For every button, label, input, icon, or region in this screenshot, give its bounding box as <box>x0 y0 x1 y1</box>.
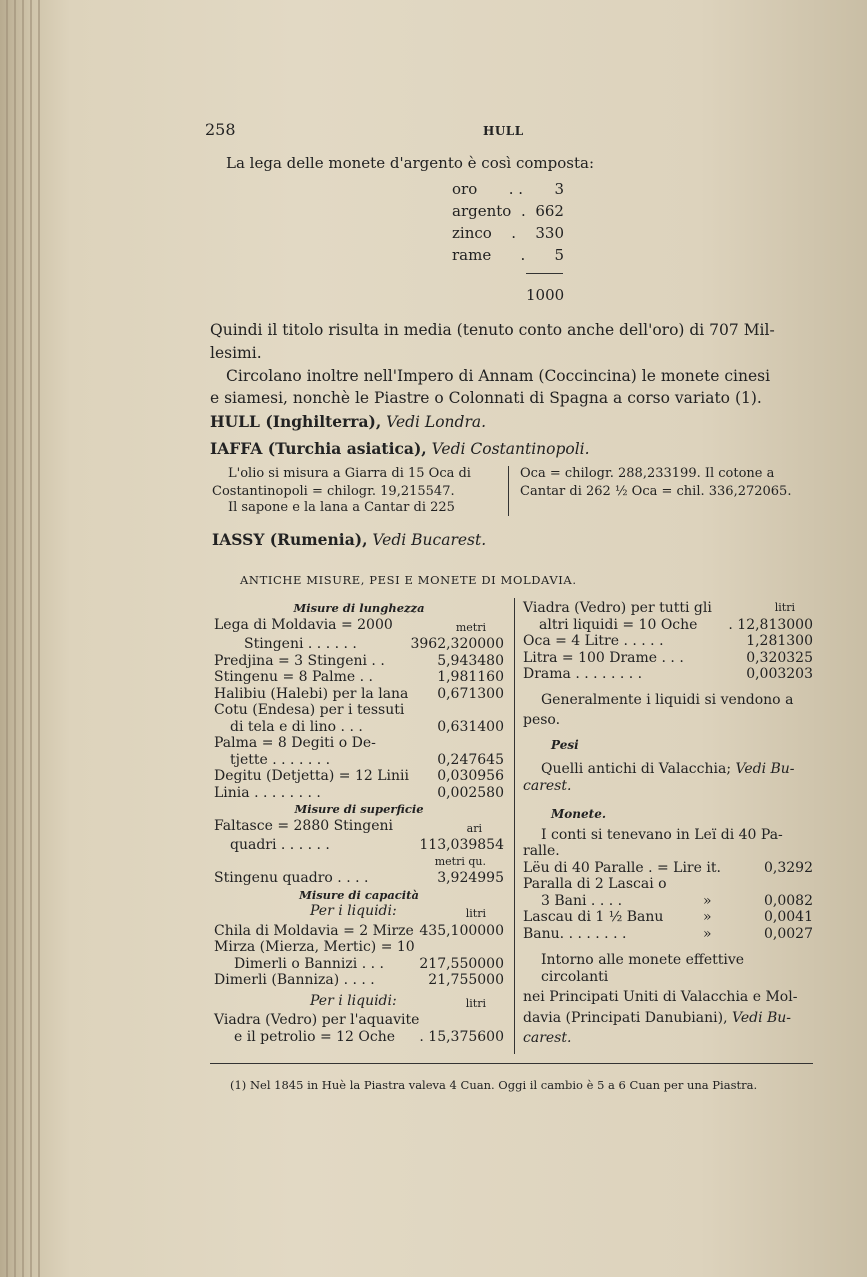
coin-value: 0,0027 <box>764 925 813 942</box>
measure-label: Drama . . . . . . . . <box>523 666 643 682</box>
entry-iassy <box>212 530 486 550</box>
measure-label: Oca = 4 Litre . . . . . <box>523 633 664 649</box>
measure-value: 113,039854 <box>419 837 504 853</box>
measure-label: Viadra (Vedro) per tutti gli <box>523 600 712 616</box>
paragraph-line: Circolano inoltre nell'Impero di Annam (Coccincina) le monete cinesi <box>226 367 771 385</box>
measure-label: Dimerli (Banniza) . . . . <box>214 972 375 988</box>
entry-name: HULL (Inghilterra), <box>210 412 382 431</box>
table-row <box>214 923 504 940</box>
measure-value: 1,281300 <box>746 633 813 649</box>
paragraph-line: peso. <box>523 712 561 728</box>
table-row <box>214 768 504 785</box>
text-span: davia (Principati Danubiani), <box>523 1009 728 1026</box>
leader-dots: . <box>520 246 526 264</box>
paragraph-line: Quindi il titolo risulta in media (tenuto conto anche dell'oro) di 707 Mil- <box>210 321 775 339</box>
subheading: Pesi <box>551 737 579 752</box>
metal-name: zinco <box>452 224 492 242</box>
subheading: Misure di capacità <box>299 887 419 902</box>
footnote-rule <box>210 1063 813 1064</box>
table-row <box>214 837 504 854</box>
table-row <box>214 903 504 923</box>
unit-label: ari <box>466 821 482 835</box>
paragraph-line: I conti si tenevano in Leï di 40 Pa- <box>541 826 783 843</box>
coin-value: 0,0041 <box>764 909 813 925</box>
paragraph-line: Generalmente i liquidi si vendono a <box>541 691 794 708</box>
measure-value: 0,631400 <box>437 718 504 735</box>
coin-label: Banu. . . . . . . . <box>523 925 627 942</box>
measure-value: 0,247645 <box>437 751 504 768</box>
table-row <box>523 893 813 910</box>
unit-label: litri <box>465 996 486 1010</box>
measure-label: tjette . . . . . . . <box>230 751 331 768</box>
page-number: 258 <box>205 120 236 139</box>
reference-text: carest. <box>523 777 572 794</box>
sum-rule <box>526 273 563 274</box>
iaffa-text-line: Cantar di 262 ½ Oca = chil. 336,272065. <box>520 484 792 499</box>
measure-label: Viadra (Vedro) per l'aquavite <box>214 1012 420 1028</box>
iaffa-text-line: Il sapone e la lana a Cantar di 225 <box>228 500 455 515</box>
table-row <box>523 617 813 634</box>
subheading: Misure di superficie <box>294 802 424 816</box>
composition-row <box>452 200 564 222</box>
table-row <box>214 719 504 736</box>
table-row <box>214 939 504 956</box>
table-row <box>523 650 813 667</box>
paragraph-line: Intorno alle monete effettive circolanti <box>541 952 745 985</box>
measure-value: 0,003203 <box>746 666 813 682</box>
table-row <box>214 1029 504 1046</box>
metal-name: argento <box>452 202 512 220</box>
measure-label: Dimerli o Bannizi . . . <box>234 955 384 972</box>
table-row <box>214 993 504 1013</box>
measure-label: Stingenu quadro . . . . <box>214 870 369 886</box>
measure-value: 0,002580 <box>437 784 504 801</box>
paragraph-line: nei Principati Uniti di Valacchia e Mol- <box>523 989 798 1005</box>
footnote: (1) Nel 1845 in Huè la Piastra valeva 4 Cuan. Oggi il cambio è 5 a 6 Cuan per una Piastra. <box>230 1078 758 1092</box>
measure-label: Lega di Moldavia = 2000 <box>214 616 393 633</box>
leader-dots: . <box>511 224 516 242</box>
measure-label: altri liquidi = 10 Oche <box>539 616 698 633</box>
entry-name: IAFFA (Turchia asiatica), <box>210 439 427 458</box>
measure-label: e il petrolio = 12 Oche <box>234 1028 396 1045</box>
measure-value: 0,320325 <box>746 649 813 666</box>
paragraph-line: ralle. <box>523 843 560 859</box>
measure-value: 21,755000 <box>428 972 504 988</box>
table-row <box>523 876 813 893</box>
metal-value: 3 <box>554 180 564 198</box>
entry-reference: Vedi Bucarest. <box>372 531 487 549</box>
paragraph-line: lesimi. <box>210 344 262 362</box>
coin-label: 3 Bani . . . . <box>541 892 623 909</box>
column-divider <box>514 598 515 1054</box>
table-row <box>523 633 813 650</box>
sub-subheading: Per i liquidi: <box>310 903 397 919</box>
measure-label: Linia . . . . . . . . <box>214 784 321 801</box>
table-row <box>523 860 813 877</box>
coin-label: Paralla di 2 Lascai o <box>523 876 667 892</box>
measure-value: 5,943480 <box>437 652 504 669</box>
table-row <box>214 870 504 887</box>
measure-value: 3962,320000 <box>410 636 504 652</box>
measure-value: 217,550000 <box>419 955 504 972</box>
right-column <box>523 600 813 1047</box>
table-row <box>214 956 504 973</box>
table-row <box>214 653 504 670</box>
measure-value: 0,671300 <box>437 685 504 702</box>
measure-label: Halibiu (Halebi) per la lana <box>214 685 409 702</box>
measure-label: quadri . . . . . . <box>230 837 330 853</box>
table-row <box>214 702 504 719</box>
paragraph-line <box>523 761 813 778</box>
reference-text: carest. <box>523 1030 572 1046</box>
entry-name: IASSY (Rumenia), <box>212 530 368 549</box>
table-row <box>214 735 504 752</box>
table-row <box>214 818 504 838</box>
unit-label: litri <box>465 907 486 920</box>
entry-iaffa <box>210 439 590 459</box>
table-row <box>214 752 504 769</box>
sub-subheading: Per i liquidi: <box>310 992 397 1009</box>
table-row <box>214 686 504 703</box>
measure-label: Stingenu = 8 Palme . . <box>214 669 373 685</box>
measure-label: Chila di Moldavia = 2 Mirze <box>214 922 414 939</box>
table-row <box>214 1012 504 1029</box>
unit-label: litri <box>774 601 795 614</box>
measure-label: Predjina = 3 Stingeni . . <box>214 652 385 669</box>
entry-reference: Vedi Londra. <box>386 413 487 431</box>
table-row <box>523 926 813 943</box>
iaffa-text-line: Oca = chilogr. 288,233199. Il cotone a <box>520 466 775 481</box>
ditto-mark: » <box>703 909 712 925</box>
subheading: Misure di lunghezza <box>293 601 425 615</box>
table-row <box>214 972 504 989</box>
measure-value: 435,100000 <box>419 922 504 939</box>
measure-label: Faltasce = 2880 Stingeni <box>214 817 394 834</box>
measure-label: Mirza (Mierza, Mertic) = 10 <box>214 939 415 955</box>
entry-hull <box>210 412 486 432</box>
metal-value: 330 <box>535 224 564 242</box>
unit-label: metri <box>455 620 486 634</box>
composition-row <box>452 244 564 266</box>
leader-dots: . <box>520 202 526 220</box>
iaffa-text-line: Costantinopoli = chilogr. 19,215547. <box>212 484 455 499</box>
composition-row <box>452 178 564 200</box>
metal-name: oro <box>452 180 478 198</box>
reference-text: Vedi Bu- <box>735 761 795 777</box>
measure-label: Cotu (Endesa) per i tessuti <box>214 702 405 718</box>
subheading: Monete. <box>551 807 607 821</box>
coin-label: Lascau di 1 ½ Banu <box>523 909 664 925</box>
table-row <box>214 617 504 637</box>
table-row <box>214 636 504 653</box>
unit-label: metri qu. <box>434 854 486 868</box>
table-row <box>214 669 504 686</box>
column-divider <box>508 466 509 516</box>
metal-name: rame <box>452 246 492 264</box>
entry-reference: Vedi Costantinopoli. <box>431 440 590 458</box>
measure-label: di tela e di lino . . . <box>230 718 363 735</box>
table-row <box>523 909 813 926</box>
table-row <box>214 785 504 802</box>
coin-label: Lëu di 40 Paralle . = Lire it. <box>523 859 721 876</box>
coin-value: 0,3292 <box>764 859 813 876</box>
running-title: HULL <box>483 124 524 138</box>
left-column <box>214 600 504 1045</box>
coin-value: 0,0082 <box>764 892 813 909</box>
composition-row <box>452 222 564 244</box>
paragraph-line: e siamesi, nonchè le Piastre o Colonnati di Spagna a corso variato (1). <box>210 389 762 407</box>
intro-line: La lega delle monete d'argento è così composta: <box>226 154 594 172</box>
measure-label: Palma = 8 Degiti o De- <box>214 735 376 751</box>
reference-text: Vedi Bu- <box>732 1009 792 1026</box>
iaffa-text-line: L'olio si misura a Giarra di 15 Oca di <box>228 466 471 481</box>
measure-label: Stingeni . . . . . . <box>244 636 357 652</box>
composition-total: 1000 <box>526 286 565 304</box>
leader-dots: . . <box>508 180 523 198</box>
ditto-mark: » <box>703 925 712 942</box>
metal-value: 662 <box>535 202 564 220</box>
section-title: ANTICHE MISURE, PESI E MONETE DI MOLDAVIA. <box>240 573 577 587</box>
table-row <box>523 666 813 683</box>
table-row <box>523 600 813 617</box>
measure-label: Litra = 100 Drame . . . <box>523 649 684 666</box>
measure-label: Degitu (Detjetta) = 12 Linii <box>214 768 409 784</box>
paragraph-line <box>523 1010 813 1027</box>
measure-value: 3,924995 <box>437 870 504 886</box>
text-span: Quelli antichi di Valacchia; <box>541 761 732 777</box>
measure-value: . 15,375600 <box>419 1028 504 1045</box>
composition-table <box>452 178 564 266</box>
measure-value: 0,030956 <box>437 768 504 784</box>
metal-value: 5 <box>554 246 564 264</box>
ditto-mark: » <box>703 892 712 909</box>
measure-value: . 12,813000 <box>728 616 813 633</box>
measure-value: 1,981160 <box>437 669 504 685</box>
